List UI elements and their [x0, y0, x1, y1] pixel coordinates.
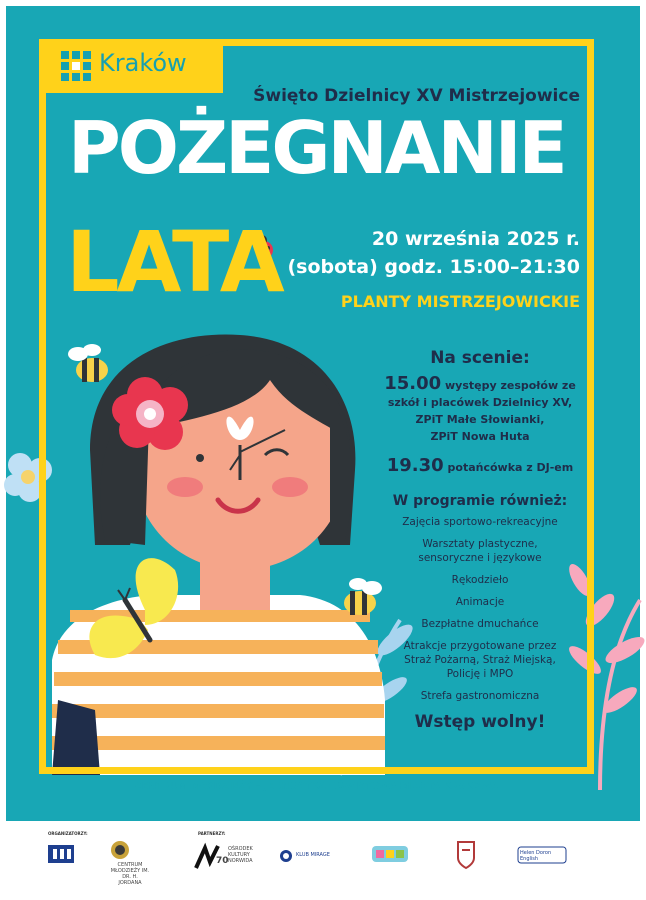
program-item: Straż Pożarną, Straż Miejską, [404, 654, 556, 666]
cm-logo-text: CENTRUM MŁODZIEŻY IM. DR. H. JORDANA [110, 862, 150, 886]
footer-organizer: CENTRUM MŁODZIEŻY – JEDNOSTKA OŚWIATOWA MIASTA KRAKOWA [134, 781, 499, 792]
program-item: Animacje [455, 596, 505, 608]
program-item: Policję i MPO [446, 668, 514, 680]
shield-logo-icon [458, 842, 474, 868]
stage-item-1-text4: ZPiT Nowa Huta [430, 430, 530, 443]
stage-heading: Na scenie: [430, 348, 530, 368]
title-line-1: POŻEGNANIE [68, 106, 565, 190]
logo-text: Kraków [99, 49, 187, 77]
event-place: PLANTY MISTRZEJOWICKIE [340, 292, 580, 311]
event-time: (sobota) godz. 15:00–21:30 [287, 256, 580, 278]
stage-item-1-text2: szkół i placówek Dzielnicy XV, [387, 396, 573, 409]
cm-logo-icon [111, 841, 129, 859]
program-item: Atrakcje przygotowane przez [403, 640, 557, 652]
program-item: Bezpłatne dmuchańce [421, 618, 539, 630]
stage-item-1-text3: ZPiT Małe Słowianki, [415, 413, 545, 426]
n70-logo-text: 70 [216, 856, 229, 866]
program-item: Strefa gastronomiczna [420, 690, 540, 702]
program-item: Zajęcia sportowo-rekreacyjne [402, 516, 558, 528]
helen-doron-text: Helen Doron English [520, 850, 552, 862]
partners-label: PARTNERZY: [198, 831, 226, 836]
program-heading: W programie również: [392, 493, 568, 509]
stage-item-2-time: 19.30 [386, 455, 444, 476]
dk-logo-icon [280, 850, 292, 862]
free-entry: Wstęp wolny! [414, 712, 546, 732]
event-subtitle: Święto Dzielnicy XV Mistrzejowice [253, 86, 580, 106]
stage-item-1-text: występy zespołów ze [444, 379, 576, 392]
stage-item-2-text: potańcówka z DJ-em [447, 461, 574, 474]
club-logo-text: KLUB MIRAGE [296, 852, 330, 858]
title-line-2: LATA [66, 213, 282, 311]
rainbow-logo-icon [372, 846, 408, 862]
n70-logo-icon [196, 846, 218, 868]
mlodziez-logo-icon [48, 845, 74, 863]
event-date: 20 września 2025 r. [371, 228, 580, 250]
dk-logo-text: OŚRODEK KULTURY NORWIDA [228, 846, 253, 864]
stage-item-1-time: 15.00 [384, 373, 442, 394]
program-item: sensoryczne i językowe [418, 552, 542, 564]
program-item: Rękodzieło [451, 574, 509, 586]
program-item: Warsztaty plastyczne, [422, 538, 538, 550]
organizers-label: ORGANIZATORZY: [48, 831, 88, 836]
